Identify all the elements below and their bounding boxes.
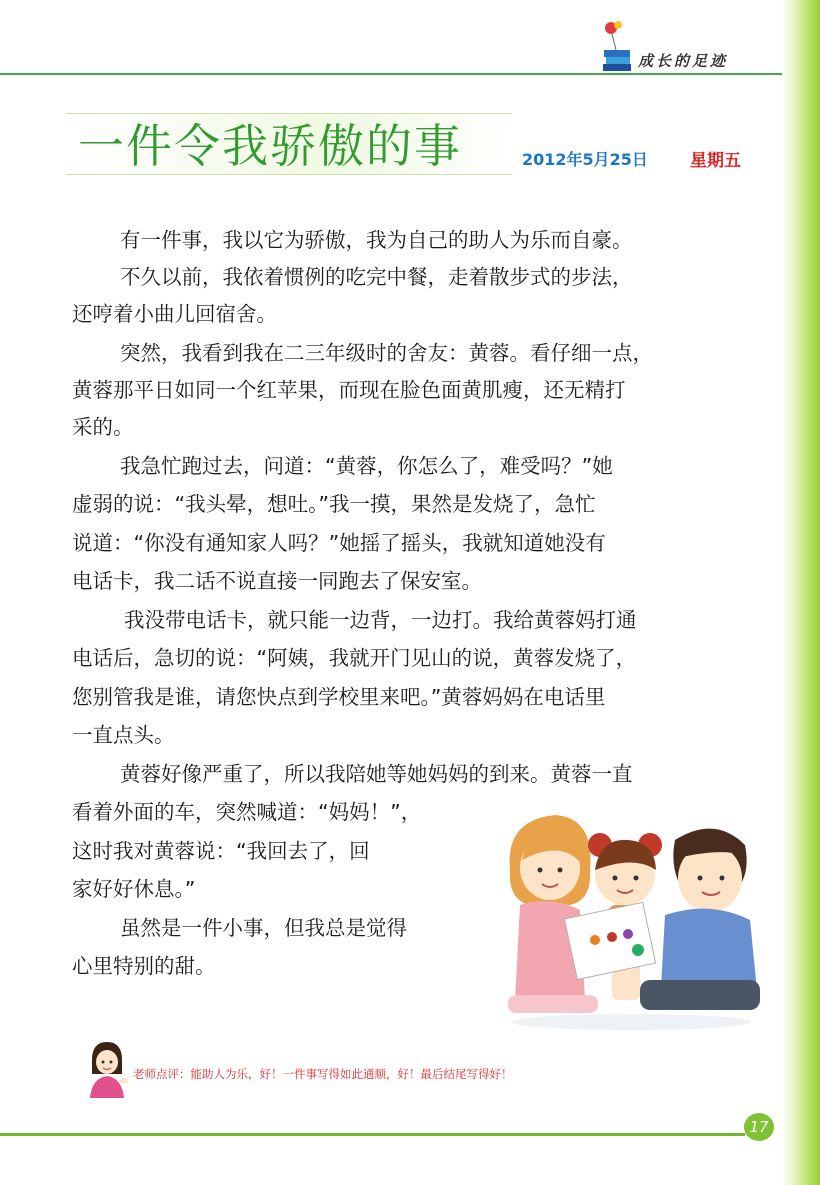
books-balloon-icon: [600, 20, 640, 72]
teacher-avatar-icon: [84, 1040, 130, 1098]
header-divider: [0, 73, 782, 75]
body-line: 虽然是一件小事，但我总是觉得: [120, 916, 407, 940]
body-line: 黄蓉好像严重了，所以我陪她等她妈妈的到来。黄蓉一直: [120, 762, 633, 786]
body-line: 看着外面的车，突然喊道：“妈妈！”，: [72, 800, 422, 824]
body-line: 还哼着小曲儿回宿舍。: [72, 302, 277, 326]
body-line: 黄蓉那平日如同一个红苹果，而现在脸色面黄肌瘦，还无精打: [72, 378, 626, 402]
article-title: 一件令我骄傲的事: [78, 119, 462, 173]
body-line: 家好好休息。”: [72, 877, 196, 901]
body-line: 我没带电话卡，就只能一边背，一边打。我给黄蓉妈打通: [124, 608, 637, 632]
family-illustration: [500, 800, 762, 1032]
body-line: 这时我对黄蓉说：“我回去了，回: [72, 839, 370, 863]
body-line: 采的。: [72, 415, 134, 439]
body-line: 电话卡，我二话不说直接一同跑去了保安室。: [72, 569, 482, 593]
teacher-comment: 老师点评：能助人为乐，好！一件事写得如此通顺，好！最后结尾写得好！: [133, 1067, 513, 1081]
body-line: 有一件事，我以它为骄傲，我为自己的助人为乐而自豪。: [120, 228, 633, 252]
body-line: 您别管我是谁，请您快点到学校里来吧。”黄蓉妈妈在电话里: [72, 685, 606, 709]
body-line: 我急忙跑过去，问道：“黄蓉，你怎么了，难受吗？”她: [120, 454, 613, 478]
body-line: 一直点头。: [72, 723, 175, 747]
decorative-side-band: [782, 0, 820, 1185]
body-line: 心里特别的甜。: [72, 954, 216, 978]
section-name: 成长的足迹: [638, 52, 729, 70]
header-brand: [600, 20, 780, 72]
body-line: 不久以前，我依着惯例的吃完中餐，走着散步式的步法，: [120, 265, 633, 289]
article-date: 2012年5月25日: [522, 150, 648, 169]
footer-divider: [0, 1133, 745, 1136]
body-line: 说道：“你没有通知家人吗？”她摇了摇头，我就知道她没有: [72, 531, 606, 555]
body-line: 虚弱的说：“我头晕，想吐。”我一摸，果然是发烧了，急忙: [72, 492, 596, 516]
body-line: 突然，我看到我在二三年级时的舍友：黄蓉。看仔细一点，: [120, 341, 653, 365]
page-number: 17: [744, 1113, 774, 1141]
body-line: 电话后，急切的说：“阿姨，我就开门见山的说，黄蓉发烧了，: [72, 646, 637, 670]
article-weekday: 星期五: [690, 151, 741, 171]
